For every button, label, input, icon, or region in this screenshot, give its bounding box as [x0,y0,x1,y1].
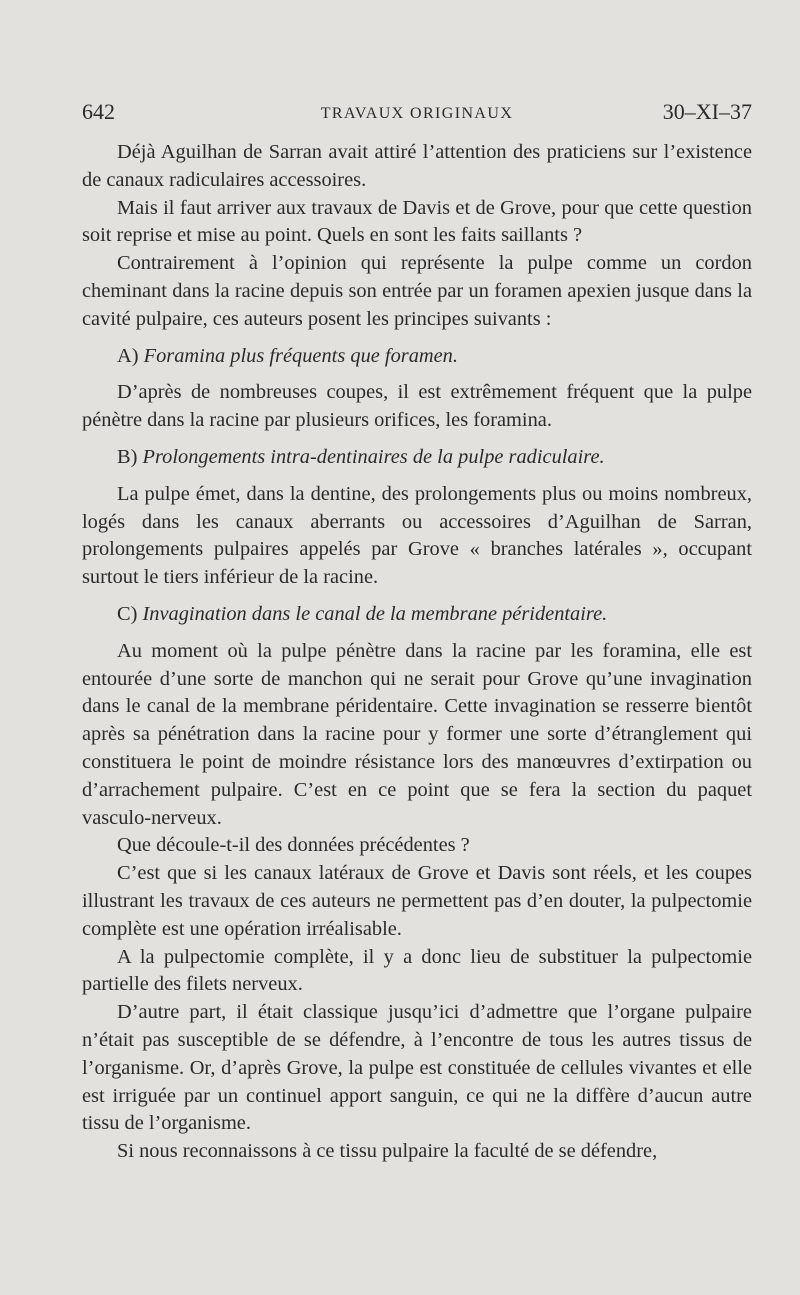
heading-marker: B) [117,445,138,468]
running-header [82,97,752,127]
paragraph: Déjà Aguilhan de Sarran avait attiré l’attention des praticiens sur l’existence de canaux radiculaires accessoires. [82,141,752,191]
paragraph: Si nous reconnaissons à ce tissu pulpaire la faculté de se défendre, [117,1140,658,1163]
paragraph: Que découle-t-il des données précédentes ? [117,834,470,857]
section-heading [82,444,752,472]
paragraph: A la pulpectomie complète, il y a donc lieu de substituer la pulpectomie partielle des filets nerveux. [82,945,752,996]
paragraph: Mais il faut arriver aux travaux de Davis et de Grove, pour que cette question soit reprise et mise au point. Quels en sont les faits saillants ? [82,196,752,247]
heading-marker: C) [117,602,138,625]
heading-text: Foramina plus fréquents que foramen. [143,344,458,367]
body-text [82,139,752,1166]
heading-text: Invagination dans le canal de la membrane péridentaire. [142,602,608,625]
page-number: 642 [82,99,115,124]
header-date: 30–XI–37 [662,99,752,124]
paragraph: Contrairement à l’opinion qui représente la pulpe comme un cordon cheminant dans la racine depuis son entrée par un foramen apexien jusque dans la cavité pulpaire, ces auteurs posent les principes suivants : [82,252,752,330]
running-title: TRAVAUX ORIGINAUX [320,105,514,122]
paragraph: D’autre part, il était classique jusqu’ici d’admettre que l’organe pulpaire n’était pas susceptible de se défendre, à l’encontre de tous les autres tissus de l’organisme. Or, d’après Grove, la pulpe est constituée de cellules vivantes et elle est irriguée par un continuel apport sanguin, ce qui ne la diffère d’aucun autre tissu de l’organisme. [82,1001,752,1135]
section-heading [82,343,752,371]
heading-text: Prolongements intra-dentinaires de la pulpe radiculaire. [142,445,605,468]
paragraph: C’est que si les canaux latéraux de Grove et Davis sont réels, et les coupes illustrant les travaux de ces auteurs ne permettent pas d’en douter, la pulpectomie complète est une opération irréalisable. [82,862,752,940]
paragraph: Au moment où la pulpe pénètre dans la racine par les foramina, elle est entourée d’une sorte de manchon qui ne serait pour Grove qu’une invagination dans le canal de la membrane péridentaire. Cette invagination se resserre bientôt après sa pénétration dans la racine pour y former une sorte d’étranglement qui constituera le point de moindre résistance lors des manœuvres d’extirpation ou d’arrachement pulpaire. C’est en ce point que se fera la section du paquet vasculo-nerveux. [82,639,752,829]
section-heading [82,601,752,629]
paragraph: La pulpe émet, dans la dentine, des prolongements plus ou moins nombreux, logés dans les canaux aberrants ou accessoires d’Aguilhan de Sarran, prolongements pulpaires appelés par Grove « branches latérales », occupant surtout le tiers inférieur de la racine. [82,482,752,589]
paragraph: D’après de nombreuses coupes, il est extrêmement fréquent que la pulpe pénètre dans la racine par plusieurs orifices, les foramina. [82,381,752,432]
heading-marker: A) [117,344,139,367]
